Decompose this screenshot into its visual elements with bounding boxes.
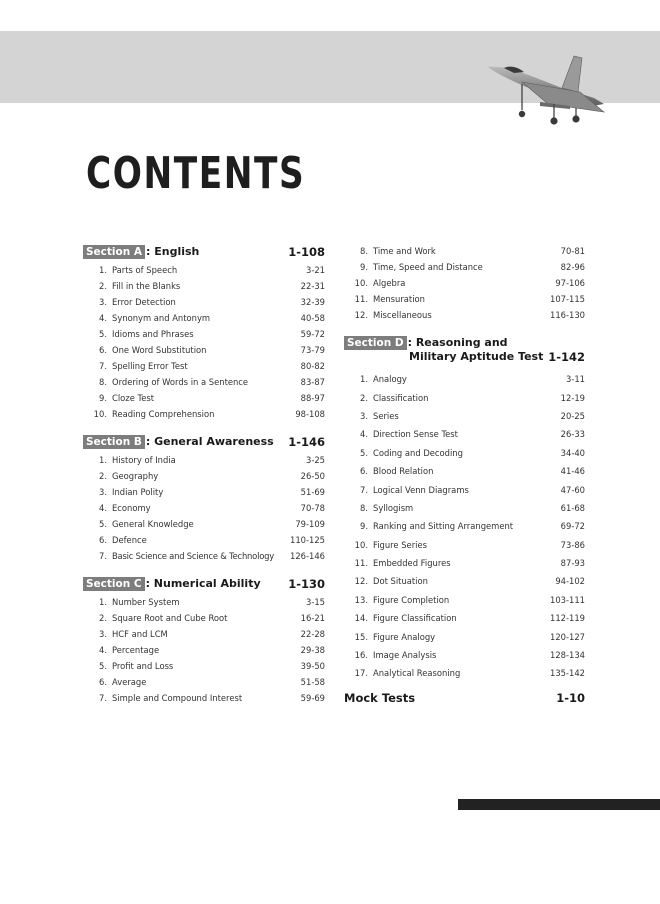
- toc-entry: [344, 646, 585, 664]
- page-title: CONTENTS: [86, 148, 306, 199]
- entry-title: One Word Substitution: [112, 345, 207, 355]
- toc-entry: [344, 480, 585, 498]
- entry-pages: 103-111: [550, 594, 585, 605]
- entry-title: Time and Work: [373, 246, 436, 256]
- toc-entry: [83, 390, 325, 406]
- entry-pages: 39-50: [300, 661, 325, 671]
- section-b-header: [83, 435, 325, 449]
- entry-number: 16.: [354, 650, 368, 661]
- entry-pages: 88-97: [300, 393, 325, 403]
- toc-entry: [83, 358, 325, 374]
- entry-pages: 16-21: [300, 613, 325, 623]
- entry-number: 3.: [99, 487, 107, 497]
- entry-title: General Knowledge: [112, 519, 194, 529]
- toc-entry: [344, 462, 585, 480]
- section-pages: 1-108: [288, 245, 325, 259]
- entry-number: 2.: [360, 392, 368, 403]
- entry-number: 7.: [99, 361, 107, 371]
- entry-title: Figure Classification: [373, 613, 457, 624]
- entry-pages: 47-60: [560, 484, 585, 495]
- entry-pages: 3-15: [305, 597, 325, 607]
- entry-title: Algebra: [373, 278, 406, 288]
- entry-title: Mensuration: [373, 294, 425, 304]
- entry-title: Error Detection: [112, 297, 176, 307]
- entry-title: History of India: [112, 455, 176, 465]
- toc-entry: [344, 425, 585, 443]
- toc-entry: [344, 554, 585, 572]
- entry-number: 9.: [99, 393, 107, 403]
- section-c-header: [83, 577, 325, 591]
- toc-entry: [344, 407, 585, 425]
- mock-tests-pages: 1-10: [556, 690, 585, 705]
- entry-number: 14.: [354, 613, 368, 624]
- entry-title: Analytical Reasoning: [373, 668, 461, 679]
- entry-pages: 61-68: [560, 502, 585, 513]
- entry-pages: 79-109: [295, 519, 325, 529]
- entry-number: 7.: [99, 551, 107, 561]
- entry-title: Square Root and Cube Root: [112, 613, 228, 623]
- section-pages: 1-130: [288, 577, 325, 591]
- toc-entry: [344, 243, 585, 259]
- toc-entry: [83, 594, 325, 610]
- toc-entry: [344, 275, 585, 291]
- entry-number: 10.: [354, 539, 368, 550]
- entry-number: 9.: [360, 521, 368, 532]
- entry-pages: 128-134: [550, 650, 585, 661]
- toc-entry: [344, 388, 585, 406]
- toc-entry: [83, 310, 325, 326]
- entry-number: 3.: [360, 410, 368, 421]
- toc-entry: [83, 294, 325, 310]
- entry-title: Geography: [112, 471, 159, 481]
- entry-number: 1.: [99, 265, 107, 275]
- toc-entry: [83, 326, 325, 342]
- section-tag: Section C: [83, 577, 145, 591]
- entry-pages: 112-119: [550, 613, 585, 624]
- entry-title: Dot Situation: [373, 576, 428, 587]
- section-tag: Section A: [83, 245, 145, 259]
- entry-pages: 29-38: [300, 645, 325, 655]
- entry-number: 2.: [99, 471, 107, 481]
- entry-number: 5.: [360, 447, 368, 458]
- toc-entry: [83, 532, 325, 548]
- entry-number: 4.: [99, 313, 107, 323]
- toc-entry: [344, 307, 585, 323]
- toc-entry: [344, 664, 585, 682]
- entry-pages: 73-79: [300, 345, 325, 355]
- entry-pages: 20-25: [560, 410, 585, 421]
- mock-tests-label: Mock Tests: [344, 690, 416, 705]
- entry-pages: 82-96: [560, 262, 585, 272]
- section-tag: Section B: [83, 435, 145, 449]
- toc-entry: [344, 259, 585, 275]
- toc-entry: [83, 690, 325, 706]
- entry-title: Analogy: [373, 374, 407, 385]
- entry-pages: 69-72: [560, 521, 585, 532]
- entry-pages: 22-31: [300, 281, 325, 291]
- entry-number: 6.: [99, 677, 107, 687]
- entry-title: Ordering of Words in a Sentence: [112, 377, 249, 387]
- entry-number: 17.: [354, 668, 368, 679]
- entry-title: Economy: [112, 503, 151, 513]
- toc-entry: [83, 658, 325, 674]
- mock-tests-entry: [344, 691, 585, 705]
- entry-pages: 73-86: [560, 539, 585, 550]
- section-c-list: [83, 594, 325, 706]
- section-a-list: [83, 262, 325, 422]
- toc-entry: [344, 591, 585, 609]
- section-tag: Section D: [344, 336, 407, 350]
- entry-number: 1.: [99, 597, 107, 607]
- section-title-line2: Military Aptitude Test: [409, 350, 544, 363]
- entry-title: Classification: [373, 392, 429, 403]
- toc-entry: [83, 516, 325, 532]
- entry-pages: 3-21: [305, 265, 325, 275]
- entry-pages: 70-78: [300, 503, 325, 513]
- entry-pages: 120-127: [550, 631, 585, 642]
- entry-pages: 97-106: [555, 278, 585, 288]
- entry-title: Profit and Loss: [112, 661, 174, 671]
- entry-pages: 94-102: [555, 576, 585, 587]
- entry-title: HCF and LCM: [112, 629, 168, 639]
- entry-title: Spelling Error Test: [112, 361, 188, 371]
- toc-entry: [344, 444, 585, 462]
- entry-pages: 126-146: [290, 551, 325, 561]
- entry-title: Indian Polity: [112, 487, 164, 497]
- entry-pages: 3-25: [305, 455, 325, 465]
- entry-number: 6.: [99, 535, 107, 545]
- toc-entry: [83, 610, 325, 626]
- toc-entry: [83, 278, 325, 294]
- entry-title: Number System: [112, 597, 180, 607]
- toc-entry: [83, 642, 325, 658]
- entry-pages: 51-58: [300, 677, 325, 687]
- entry-title: Idioms and Phrases: [112, 329, 194, 339]
- section-title-line1: : Reasoning and: [407, 336, 508, 349]
- entry-pages: 87-93: [560, 558, 585, 569]
- entry-title: Figure Completion: [373, 594, 450, 605]
- section-title: : English: [146, 245, 200, 258]
- entry-title: Simple and Compound Interest: [112, 693, 243, 703]
- entry-pages: 59-72: [300, 329, 325, 339]
- section-c-list-continued: [344, 243, 585, 323]
- section-pages: 1-146: [288, 435, 325, 449]
- entry-number: 11.: [354, 558, 368, 569]
- entry-pages: 107-115: [550, 294, 585, 304]
- entry-number: 15.: [354, 631, 368, 642]
- toc-entry: [83, 626, 325, 642]
- entry-pages: 83-87: [300, 377, 325, 387]
- entry-title: Syllogism: [373, 502, 414, 513]
- entry-number: 8.: [360, 246, 368, 256]
- entry-pages: 51-69: [300, 487, 325, 497]
- contents-left-column: [83, 245, 325, 706]
- entry-title: Ranking and Sitting Arrangement: [373, 521, 514, 532]
- entry-number: 8.: [99, 377, 107, 387]
- toc-entry: [344, 291, 585, 307]
- toc-entry: [344, 627, 585, 645]
- toc-entry: [83, 262, 325, 278]
- section-d-header: [344, 336, 585, 364]
- entry-title: Figure Series: [373, 539, 427, 550]
- entry-number: 5.: [99, 519, 107, 529]
- section-title: : General Awareness: [145, 435, 274, 448]
- entry-title: Defence: [112, 535, 147, 545]
- toc-entry: [83, 500, 325, 516]
- entry-pages: 135-142: [550, 668, 585, 679]
- toc-entry: [83, 406, 325, 422]
- section-a-header: [83, 245, 325, 259]
- entry-title: Logical Venn Diagrams: [373, 484, 469, 495]
- entry-number: 7.: [360, 484, 368, 495]
- entry-pages: 34-40: [560, 447, 585, 458]
- toc-entry: [83, 342, 325, 358]
- entry-number: 1.: [360, 374, 368, 385]
- entry-title: Embedded Figures: [373, 558, 451, 569]
- footer-bar: [458, 799, 660, 810]
- section-title: : Numerical Ability: [145, 577, 261, 590]
- contents-right-column: [344, 243, 585, 705]
- entry-number: 2.: [99, 613, 107, 623]
- entry-pages: 41-46: [560, 466, 585, 477]
- entry-title: Coding and Decoding: [373, 447, 463, 458]
- entry-title: Blood Relation: [373, 466, 434, 477]
- entry-number: 6.: [99, 345, 107, 355]
- entry-number: 3.: [99, 629, 107, 639]
- toc-entry: [344, 536, 585, 554]
- entry-number: 8.: [360, 502, 368, 513]
- entry-number: 4.: [99, 645, 107, 655]
- entry-pages: 98-108: [295, 409, 325, 419]
- entry-number: 2.: [99, 281, 107, 291]
- section-b-list: [83, 452, 325, 564]
- entry-pages: 70-81: [560, 246, 585, 256]
- toc-entry: [344, 499, 585, 517]
- entry-pages: 116-130: [550, 310, 585, 320]
- entry-title: Basic Science and Science & Technology: [112, 551, 275, 561]
- entry-title: Cloze Test: [112, 393, 154, 403]
- entry-number: 9.: [360, 262, 368, 272]
- entry-title: Direction Sense Test: [373, 429, 458, 440]
- entry-number: 10.: [93, 409, 107, 419]
- entry-number: 12.: [354, 576, 368, 587]
- toc-entry: [83, 468, 325, 484]
- entry-number: 13.: [354, 594, 368, 605]
- entry-title: Series: [373, 410, 399, 421]
- entry-title: Reading Comprehension: [112, 409, 215, 419]
- toc-entry: [83, 548, 325, 564]
- entry-title: Fill in the Blanks: [112, 281, 181, 291]
- entry-number: 11.: [354, 294, 368, 304]
- entry-pages: 110-125: [290, 535, 325, 545]
- entry-number: 12.: [354, 310, 368, 320]
- toc-entry: [344, 517, 585, 535]
- entry-number: 6.: [360, 466, 368, 477]
- entry-number: 7.: [99, 693, 107, 703]
- entry-title: Image Analysis: [373, 650, 437, 661]
- entry-pages: 26-50: [300, 471, 325, 481]
- entry-title: Average: [112, 677, 147, 687]
- toc-entry: [83, 452, 325, 468]
- entry-title: Miscellaneous: [373, 310, 432, 320]
- toc-entry: [344, 370, 585, 388]
- toc-entry: [83, 484, 325, 500]
- toc-entry: [83, 374, 325, 390]
- entry-title: Time, Speed and Distance: [373, 262, 483, 272]
- fighter-jet-illustration: [484, 52, 609, 130]
- entry-title: Parts of Speech: [112, 265, 178, 275]
- entry-pages: 80-82: [300, 361, 325, 371]
- entry-pages: 12-19: [560, 392, 585, 403]
- entry-number: 1.: [99, 455, 107, 465]
- entry-pages: 59-69: [300, 693, 325, 703]
- entry-number: 5.: [99, 329, 107, 339]
- entry-title: Percentage: [112, 645, 160, 655]
- section-pages: 1-142: [548, 350, 585, 364]
- entry-pages: 40-58: [300, 313, 325, 323]
- entry-pages: 32-39: [300, 297, 325, 307]
- entry-number: 4.: [360, 429, 368, 440]
- toc-entry: [344, 572, 585, 590]
- entry-pages: 26-33: [560, 429, 585, 440]
- entry-title: Synonym and Antonym: [112, 313, 211, 323]
- toc-entry: [83, 674, 325, 690]
- entry-number: 4.: [99, 503, 107, 513]
- entry-number: 5.: [99, 661, 107, 671]
- entry-pages: 3-11: [565, 374, 585, 385]
- toc-entry: [344, 609, 585, 627]
- section-d-list: [344, 370, 585, 683]
- entry-title: Figure Analogy: [373, 631, 436, 642]
- entry-number: 3.: [99, 297, 107, 307]
- entry-pages: 22-28: [300, 629, 325, 639]
- entry-number: 10.: [354, 278, 368, 288]
